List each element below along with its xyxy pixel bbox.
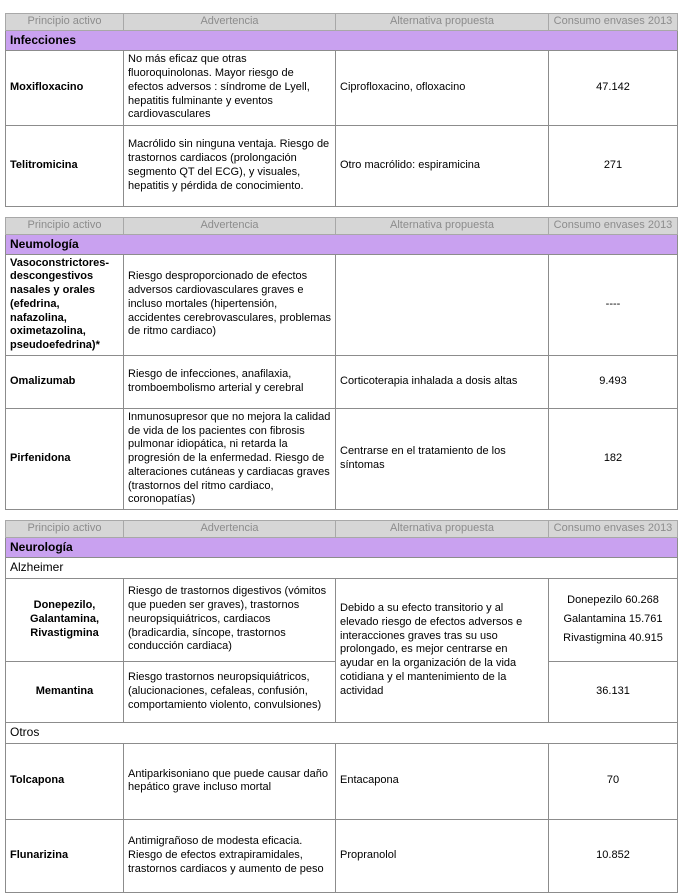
principio-cell: Omalizumab [6, 355, 124, 408]
section-title-neumologia: Neumología [6, 234, 678, 254]
column-header-advertencia: Advertencia [124, 14, 336, 31]
consumo-cell: 47.142 [549, 50, 678, 125]
table-row [6, 578, 678, 661]
principio-cell: Tolcapona [6, 743, 124, 819]
column-header-row [6, 14, 678, 31]
advertencia-cell: Inmunosupresor que no mejora la calidad de vida de los pacientes con fibrosis pulmonar idiopática, ni retarda la progresión de la enfermedad. Riesgo de alteraciones cutáneas y cardiacas graves (trastornos del ritmo cardiaco, coronopatías) [124, 408, 336, 509]
alternativa-cell: Otro macrólido: espiramicina [336, 125, 549, 206]
column-header-principio: Principio activo [6, 521, 124, 538]
column-header-row [6, 521, 678, 538]
alternativa-cell: Propranolol [336, 819, 549, 892]
alternativa-cell: Ciprofloxacino, ofloxacino [336, 50, 549, 125]
advertencia-cell: Riesgo desproporcionado de efectos adversos cardiovasculares graves e incluso mortales (hipertensión, accidentes cerebrovasculares, problemas de ritmo cardiaco) [124, 254, 336, 355]
principio-cell: Donepezilo, Galantamina, Rivastigmina [6, 578, 124, 661]
section-header-row [6, 30, 678, 50]
infecciones-table [5, 13, 678, 207]
consumo-cell: 70 [549, 743, 678, 819]
subsection-row [6, 722, 678, 743]
advertencia-cell: Riesgo trastornos neuropsiquiátricos, (alucionaciones, cefaleas, confusión, comportamiento violento, convulsiones) [124, 661, 336, 722]
column-header-consumo: Consumo envases 2013 [549, 14, 678, 31]
column-header-advertencia: Advertencia [124, 217, 336, 234]
subsection-title-otros: Otros [6, 722, 678, 743]
alternativa-merged-cell: Debido a su efecto transitorio y al elevado riesgo de efectos adversos e interacciones graves tras su uso prolongado, es mejor centrarse en ayudar en la organización de la vida cotidiana y el mantenimiento de la actividad [336, 578, 549, 722]
principio-cell: Pirfenidona [6, 408, 124, 509]
section-header-row [6, 537, 678, 557]
consumo-cell: 271 [549, 125, 678, 206]
principio-cell: Telitromicina [6, 125, 124, 206]
principio-cell: Flunarizina [6, 819, 124, 892]
column-header-alternativa: Alternativa propuesta [336, 521, 549, 538]
column-header-row [6, 217, 678, 234]
consumo-cell: 182 [549, 408, 678, 509]
section-title-infecciones: Infecciones [6, 30, 678, 50]
column-header-consumo: Consumo envases 2013 [549, 521, 678, 538]
advertencia-cell: Riesgo de infecciones, anafilaxia, tromboembolismo arterial y cerebral [124, 355, 336, 408]
table-row [6, 819, 678, 892]
section-header-row [6, 234, 678, 254]
consumo-line: Galantamina 15.761 [563, 612, 663, 625]
column-header-alternativa: Alternativa propuesta [336, 14, 549, 31]
advertencia-cell: Antimigrañoso de modesta eficacia. Riesgo de efectos extrapiramidales, trastornos cardiacos y aumento de peso [124, 819, 336, 892]
table-row [6, 254, 678, 355]
column-header-alternativa: Alternativa propuesta [336, 217, 549, 234]
alternativa-cell [336, 254, 549, 355]
consumo-cell: 9.493 [549, 355, 678, 408]
neumologia-table [5, 217, 678, 510]
advertencia-cell: Antiparkisoniano que puede causar daño hepático grave incluso mortal [124, 743, 336, 819]
column-header-principio: Principio activo [6, 14, 124, 31]
consumo-cell: 36.131 [549, 661, 678, 722]
table-row [6, 408, 678, 509]
advertencia-cell: No más eficaz que otras fluoroquinolonas. Mayor riesgo de efectos adversos : síndrome de Lyell, hepatitis fulminante y eventos cardiovasculares [124, 50, 336, 125]
table-row [6, 743, 678, 819]
consumo-cell: 10.852 [549, 819, 678, 892]
alternativa-cell: Entacapona [336, 743, 549, 819]
table-row [6, 50, 678, 125]
alternativa-cell: Centrarse en el tratamiento de los síntomas [336, 408, 549, 509]
consumo-cell: ---- [549, 254, 678, 355]
table-row [6, 355, 678, 408]
advertencia-cell: Macrólido sin ninguna ventaja. Riesgo de trastornos cardiacos (prolongación segmento QT del ECG), y visuales, hepatitis y pérdida de conocimiento. [124, 125, 336, 206]
section-title-neurologia: Neurología [6, 537, 678, 557]
principio-cell: Memantina [6, 661, 124, 722]
neurologia-table [5, 520, 678, 893]
subsection-title-alzheimer: Alzheimer [6, 557, 678, 578]
principio-cell: Moxifloxacino [6, 50, 124, 125]
table-row [6, 125, 678, 206]
principio-cell: Vasoconstrictores-descongestivos nasales y orales (efedrina, nafazolina, oximetazolina, pseudoefedrina)* [6, 254, 124, 355]
consumo-line: Rivastigmina 40.915 [563, 631, 663, 644]
consumo-cell [549, 578, 678, 661]
column-header-principio: Principio activo [6, 217, 124, 234]
column-header-consumo: Consumo envases 2013 [549, 217, 678, 234]
column-header-advertencia: Advertencia [124, 521, 336, 538]
consumo-line: Donepezilo 60.268 [567, 594, 659, 607]
advertencia-cell: Riesgo de trastornos digestivos (vómitos que pueden ser graves), trastornos neuropsiquiátricos, cardiacos (bradicardia, síncope, trastornos conducción cardiaca) [124, 578, 336, 661]
subsection-row [6, 557, 678, 578]
alternativa-cell: Corticoterapia inhalada a dosis altas [336, 355, 549, 408]
